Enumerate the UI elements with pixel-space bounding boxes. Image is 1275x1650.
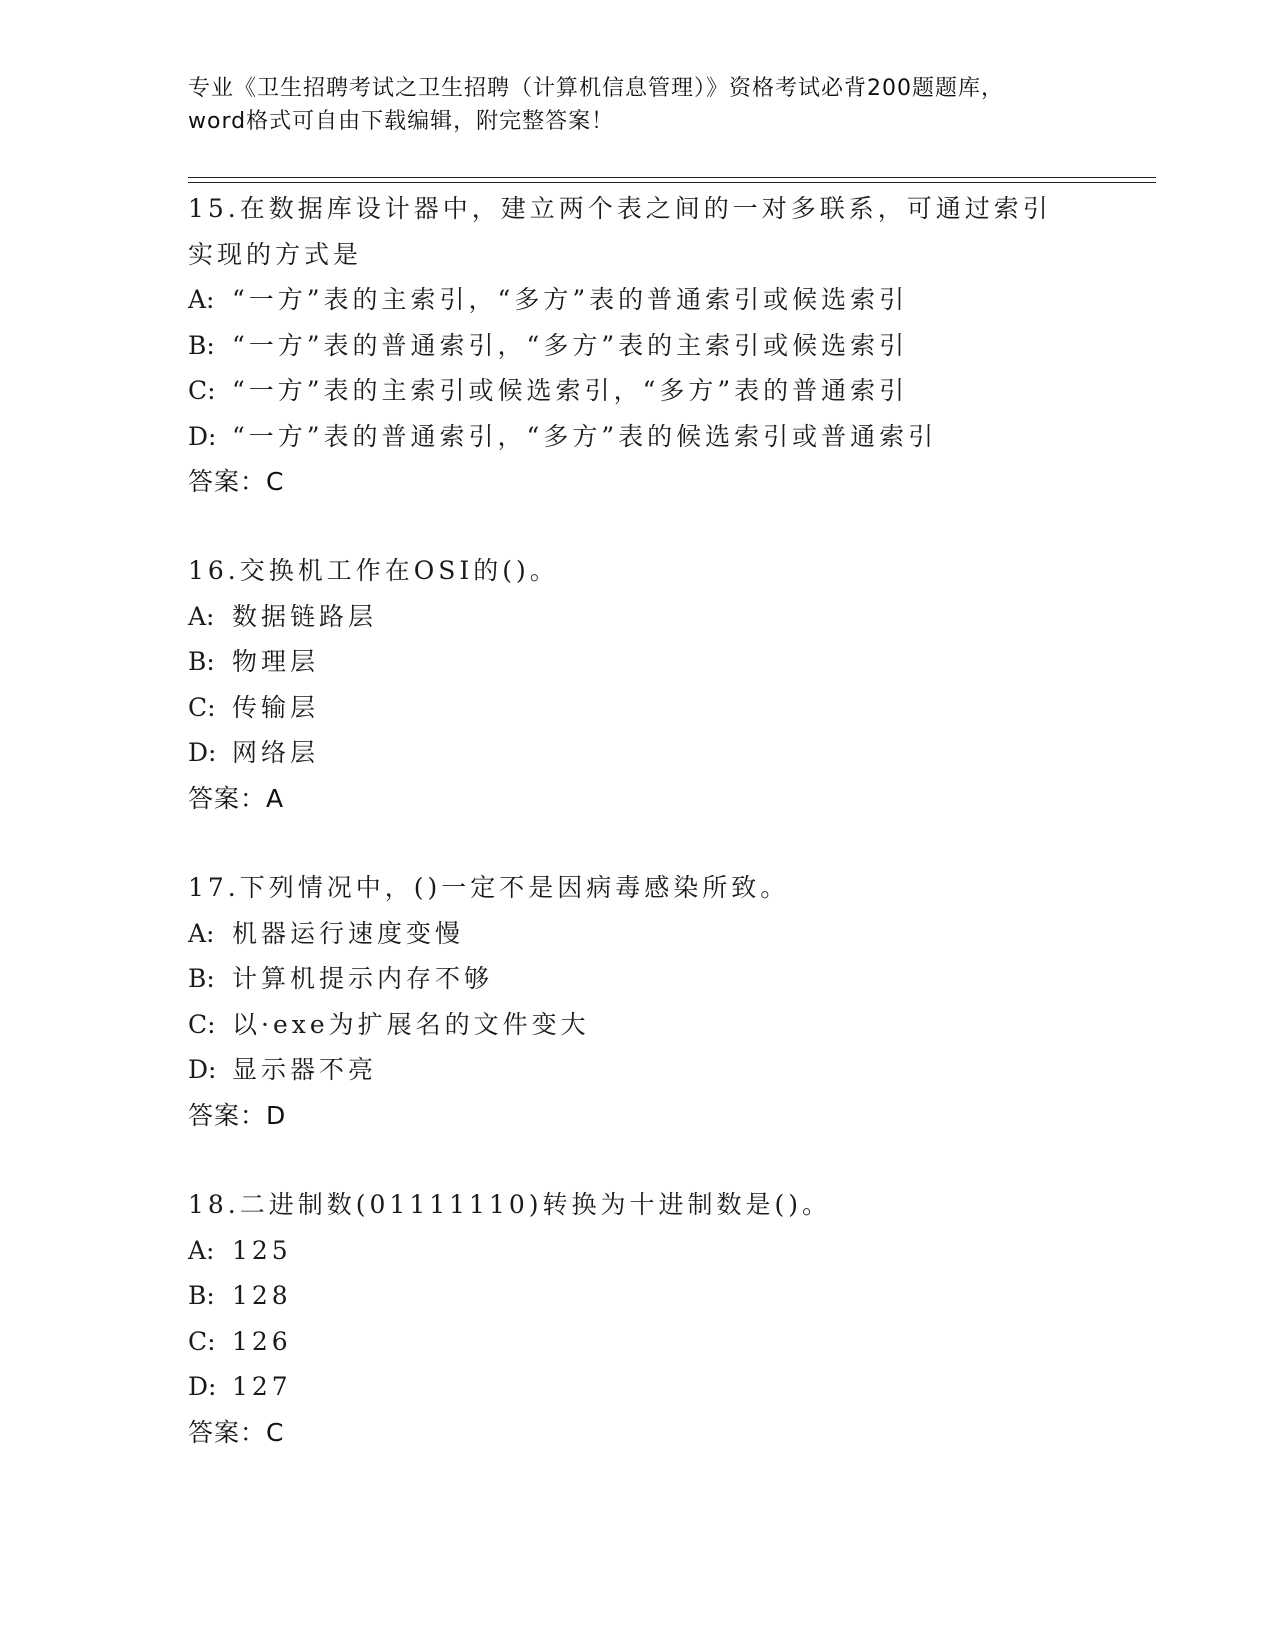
option-text: 数据链路层 [232, 601, 378, 631]
option-b [188, 323, 1088, 369]
option-text: 126 [232, 1326, 292, 1356]
answer: 答案：D [188, 1100, 287, 1130]
option-text: “一方”表的普通索引，“多方”表的主索引或候选索引 [232, 330, 909, 360]
question-17 [188, 865, 1088, 1138]
option-letter: D: [188, 1372, 217, 1401]
question-stem: 18.二进制数(01111110)转换为十进制数是()。 [188, 1190, 832, 1219]
option-c [188, 685, 1088, 731]
question-stem: 16.交换机工作在OSI的()。 [188, 556, 559, 585]
option-text: 机器运行速度变慢 [232, 918, 465, 948]
option-a [188, 277, 1088, 323]
option-text: 125 [232, 1235, 292, 1265]
option-letter: C: [188, 692, 216, 722]
option-b [188, 639, 1088, 685]
option-text: 显示器不亮 [232, 1055, 378, 1084]
option-letter: C: [188, 1009, 216, 1039]
option-c [188, 1002, 1088, 1048]
option-letter: C: [188, 1326, 216, 1356]
header-divider-top [188, 177, 1156, 178]
option-b [188, 1273, 1088, 1319]
option-d [188, 730, 1088, 776]
option-text: 网络层 [232, 738, 320, 767]
option-text: “一方”表的普通索引，“多方”表的候选索引或普通索引 [232, 421, 938, 451]
answer: 答案：A [188, 783, 285, 813]
option-d [188, 1364, 1088, 1410]
option-a [188, 594, 1088, 640]
option-a [188, 911, 1088, 957]
option-text: 传输层 [232, 692, 320, 722]
option-text: “一方”表的主索引，“多方”表的普通索引或候选索引 [232, 285, 909, 314]
option-letter: A: [188, 918, 215, 948]
option-text: 128 [232, 1281, 292, 1310]
header-line-1: 专业《卫生招聘考试之卫生招聘（计算机信息管理）》资格考试必背200题题库， [188, 76, 1004, 101]
option-c [188, 368, 1088, 414]
option-letter: B: [188, 330, 215, 360]
option-text: 以·exe为扩展名的文件变大 [232, 1009, 590, 1039]
option-letter: C: [188, 376, 216, 405]
option-letter: A: [188, 285, 215, 314]
document-header [188, 72, 1088, 138]
option-letter: B: [188, 1281, 215, 1310]
question-stem: 17.下列情况中，()一定不是因病毒感染所致。 [188, 873, 790, 902]
option-text: 127 [232, 1372, 292, 1401]
option-c [188, 1319, 1088, 1365]
header-line-2: word格式可自由下载编辑，附完整答案！ [188, 109, 615, 134]
option-b [188, 956, 1088, 1002]
header-divider-bottom [188, 182, 1156, 183]
option-letter: D: [188, 421, 217, 451]
option-d [188, 414, 1088, 460]
question-16 [188, 548, 1088, 821]
option-text: 物理层 [232, 647, 320, 676]
question-18 [188, 1182, 1088, 1455]
option-a [188, 1228, 1088, 1274]
option-text: 计算机提示内存不够 [232, 964, 494, 993]
option-text: “一方”表的主索引或候选索引，“多方”表的普通索引 [232, 376, 909, 405]
option-letter: A: [188, 601, 215, 631]
answer: 答案：C [188, 467, 285, 496]
option-letter: D: [188, 738, 217, 767]
answer: 答案：C [188, 1417, 285, 1447]
option-letter: B: [188, 647, 215, 676]
question-15 [188, 186, 1088, 505]
option-letter: B: [188, 964, 215, 993]
option-letter: A: [188, 1235, 215, 1265]
option-letter: D: [188, 1055, 217, 1084]
option-d [188, 1047, 1088, 1093]
question-stem: 15.在数据库设计器中，建立两个表之间的一对多联系，可通过索引实现的方式是 [188, 194, 1052, 269]
